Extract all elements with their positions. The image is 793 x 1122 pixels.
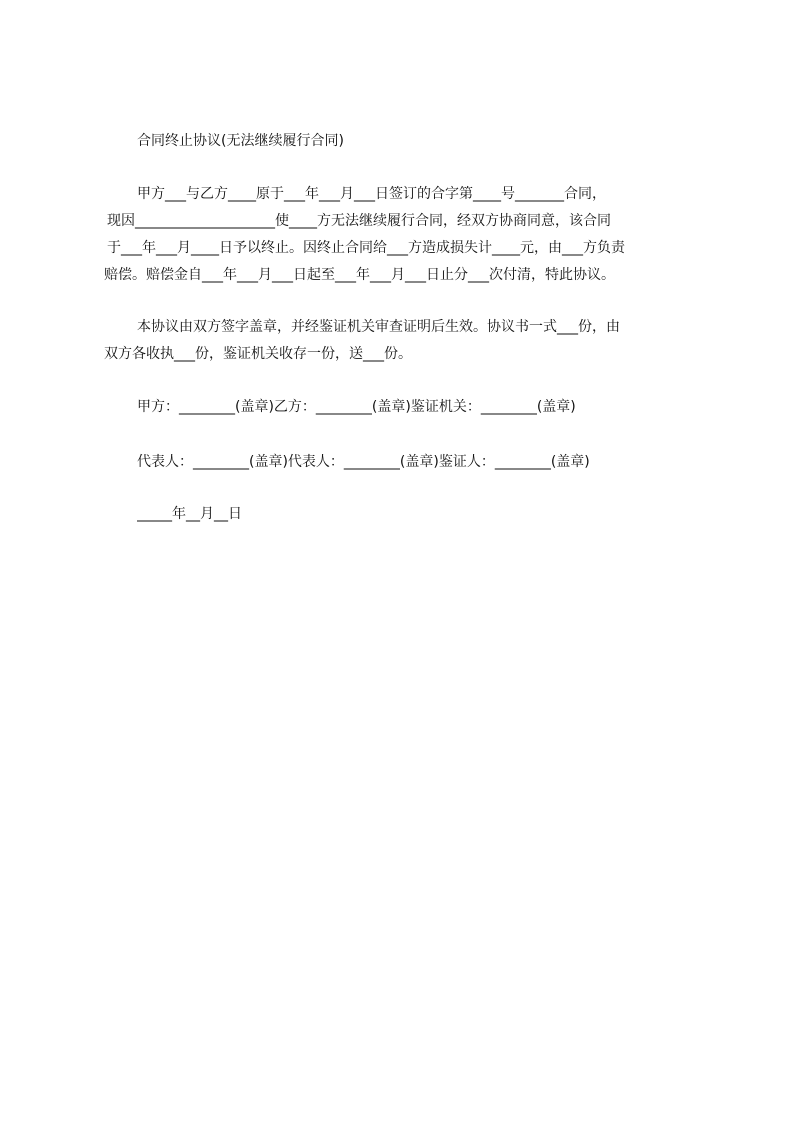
signature-line-parties: 甲方：________(盖章)乙方：________(盖章)鉴证机关：________(盖章) [137, 399, 576, 415]
paragraph-2-line-1: 本协议由双方签字盖章，并经鉴证机关审查证明后生效。协议书一式___份，由 [137, 319, 620, 335]
date-line: _____年__月__日 [137, 506, 242, 522]
document-title: 合同终止协议(无法继续履行合同) [137, 133, 344, 149]
signature-line-representatives: 代表人：________(盖章)代表人：________(盖章)鉴证人：________(盖章) [137, 454, 590, 470]
paragraph-1-line-4: 赔偿。赔偿金自___年___月___日起至___年___月___日止分___次付清，特此协议。 [104, 267, 615, 283]
paragraph-2-line-2: 双方各收执___份，鉴证机关收存一份，送___份。 [104, 346, 412, 362]
paragraph-1-line-2: 现因____________________使____方无法继续履行合同，经双方协商同意，该合同 [107, 213, 611, 229]
paragraph-1-line-3: 于___年___月____日予以终止。因终止合同给___方造成损失计____元，由___方负责 [107, 240, 625, 256]
paragraph-1-line-1: 甲方___与乙方____原于___年___月___日签订的合字第____号_______合同， [137, 186, 606, 202]
